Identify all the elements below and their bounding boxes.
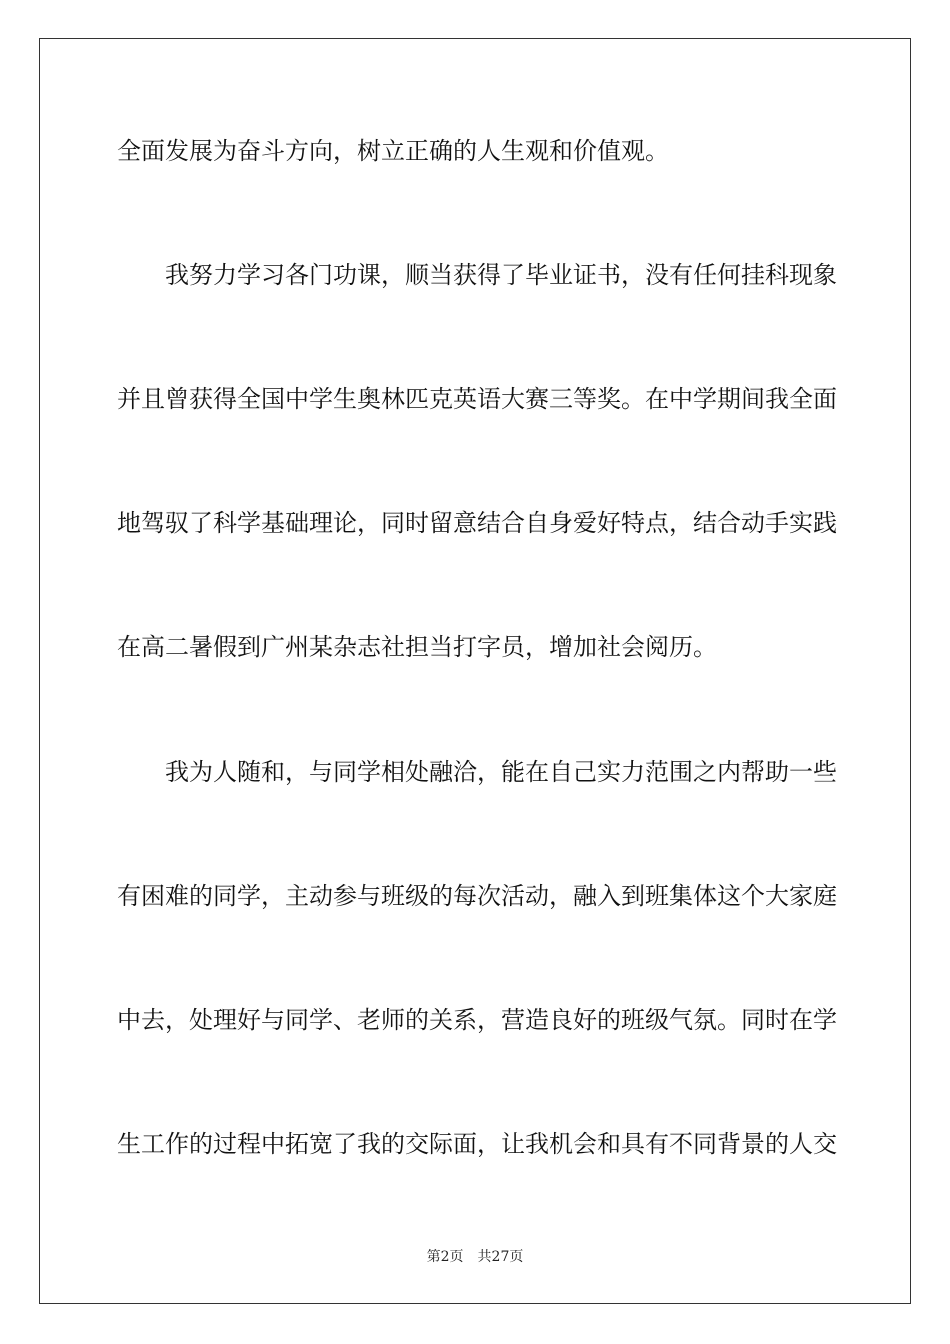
paragraph-line: 生工作的过程中拓宽了我的交际面，让我机会和具有不同背景的人交 [117,1130,837,1158]
paragraph-line: 我努力学习各门功课，顺当获得了毕业证书，没有任何挂科现象 [165,261,837,289]
paragraph-line: 全面发展为奋斗方向，树立正确的人生观和价值观。 [117,137,669,165]
total-pages: 共27页 [477,1249,524,1265]
page-border [39,38,911,1304]
paragraph-line: 我为人随和，与同学相处融洽，能在自己实力范围之内帮助一些 [165,758,837,786]
page-number: 第2页 [426,1249,464,1265]
page-footer [0,1248,950,1266]
paragraph-line: 并且曾获得全国中学生奥林匹克英语大赛三等奖。在中学期间我全面 [117,385,837,413]
paragraph-line: 中去，处理好与同学、老师的关系，营造良好的班级气氛。同时在学 [117,1006,837,1034]
paragraph-line: 有困难的同学，主动参与班级的每次活动，融入到班集体这个大家庭 [117,882,837,910]
paragraph-line: 在高二暑假到广州某杂志社担当打字员，增加社会阅历。 [117,633,717,661]
paragraph-line: 地驾驭了科学基础理论，同时留意结合自身爱好特点，结合动手实践 [117,509,837,537]
